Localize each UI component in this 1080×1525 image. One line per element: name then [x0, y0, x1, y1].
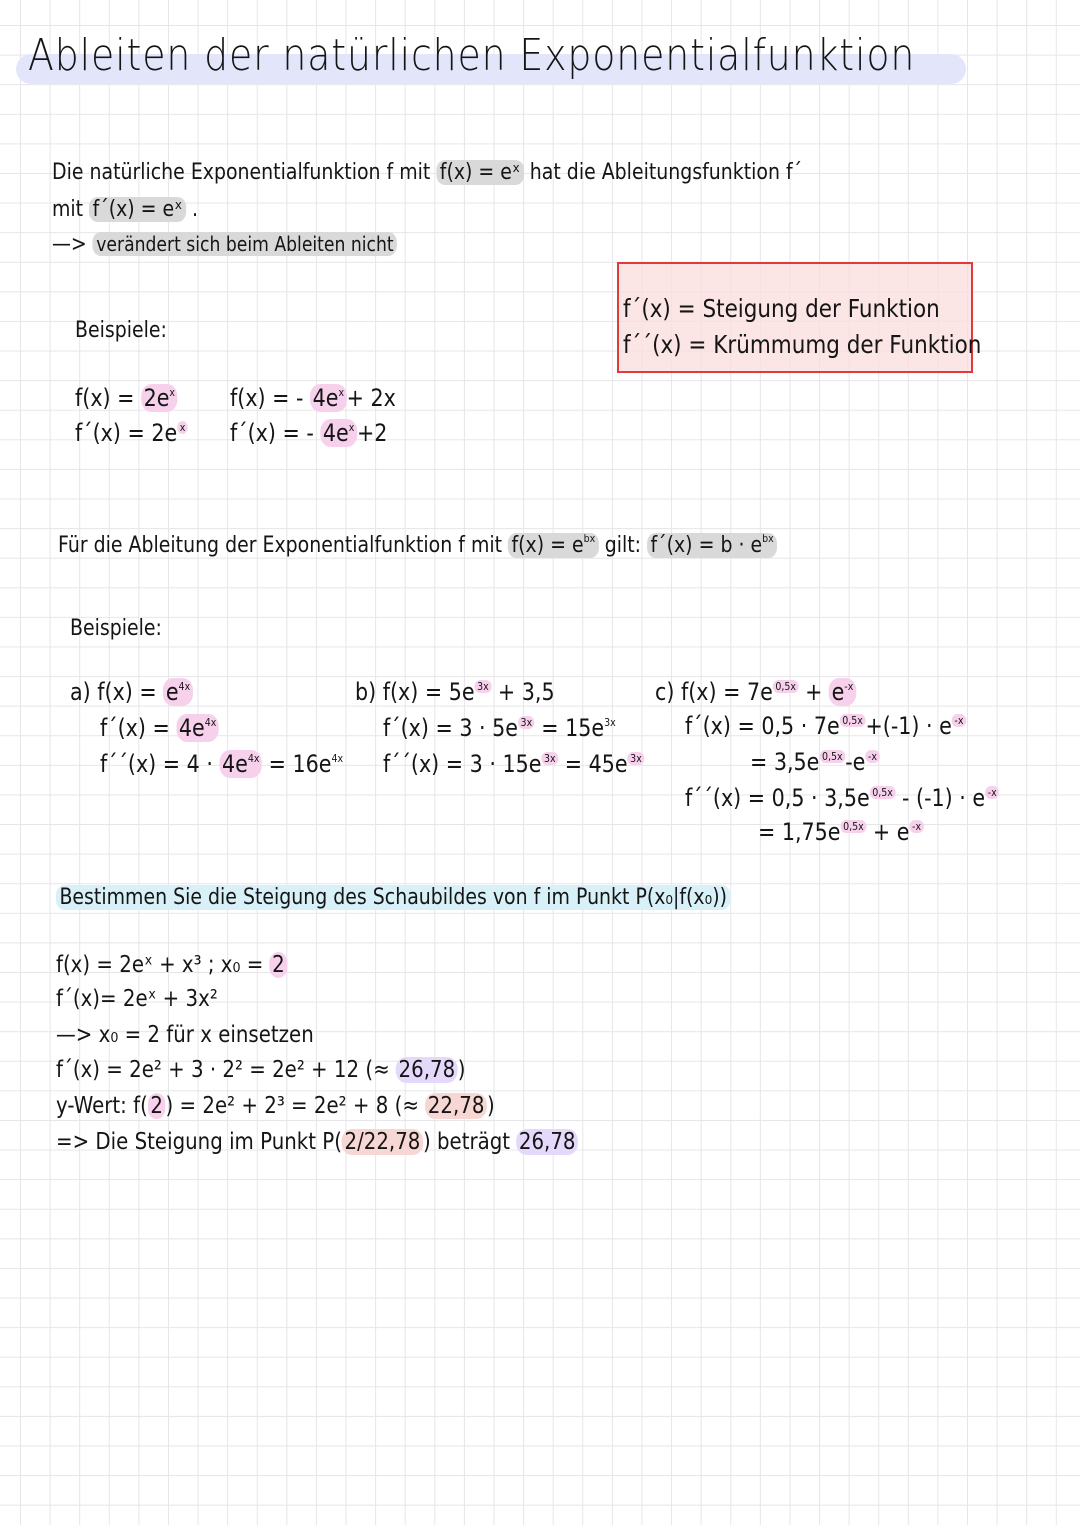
- exponent: 0,5x: [773, 680, 799, 693]
- example-c-line-4: [685, 784, 999, 812]
- examples-heading-2: Beispiele:: [70, 616, 162, 641]
- highlight-term: [310, 384, 347, 412]
- task-line-6: [56, 1129, 578, 1155]
- formula-part: c) f(x) = 7e: [655, 678, 773, 706]
- highlight-y-value: 22,78: [425, 1093, 487, 1119]
- task-line-2: f´(x)= 2eˣ + 3x²: [56, 986, 218, 1012]
- formula-part: a) f(x) =: [70, 678, 164, 706]
- formula-part: f´(x) = -: [230, 419, 321, 447]
- formula-part: => Die Steigung im Punkt P(: [56, 1129, 342, 1155]
- formula-part: ): [486, 1093, 495, 1119]
- highlight-term: [176, 714, 219, 742]
- formula-part: ) = 2e² + 2³ = 2e² + 8 (≈: [165, 1093, 426, 1119]
- exponent: 0,5x: [870, 786, 896, 799]
- exponent: 4x: [247, 752, 260, 765]
- exponent: 3x: [628, 752, 645, 765]
- rule-ebx: [58, 532, 777, 558]
- formula-ebx: [508, 533, 599, 558]
- example-a-line-1: [70, 678, 193, 706]
- rule-text: Für die Ableitung der Exponentialfunktion f mit: [58, 533, 509, 558]
- highlight-term: [219, 750, 262, 778]
- formula-part: 4e: [178, 714, 205, 742]
- page-title: Ableiten der natürlichen Exponentialfunktion: [28, 30, 916, 81]
- formula-part: f(x) = e: [511, 533, 584, 558]
- exponent: x: [338, 386, 345, 399]
- task-line-5: [56, 1093, 495, 1119]
- example-c-line-5: [758, 818, 924, 846]
- formula-part: f(x) = 2eˣ + x³ ; x₀ =: [56, 952, 270, 978]
- example2-derivative: [230, 419, 387, 447]
- formula-part: f´(x) =: [100, 714, 177, 742]
- formula-part: f´(x) = 3 · 5e: [383, 714, 518, 742]
- highlight-term: [320, 419, 357, 447]
- formula-part: +2: [356, 419, 388, 447]
- exponent: 0,5x: [841, 820, 867, 833]
- exponent: x: [177, 421, 188, 434]
- exponent: x: [348, 421, 355, 434]
- formula-part: = 1,75e: [758, 818, 841, 846]
- example-b-line-1: [355, 678, 555, 706]
- example1-function: [75, 384, 178, 412]
- formula-part: f´(x) = 0,5 · 7e: [685, 712, 840, 740]
- formula-part: 2e: [151, 419, 178, 447]
- task-heading-text: Bestimmen Sie die Steigung des Schaubildes von f im Punkt P(x₀|f(x₀)): [56, 885, 730, 910]
- formula-part: 2e: [143, 384, 170, 412]
- formula-part: 4e: [222, 750, 248, 778]
- formula-part: f(x) =: [75, 384, 142, 412]
- formula-part: + 3,5: [491, 678, 555, 706]
- highlight-slope: 26,78: [396, 1057, 458, 1083]
- exponent: 0,5x: [840, 714, 866, 727]
- task-line-1: [56, 952, 287, 978]
- exponent: -x: [909, 820, 923, 833]
- arrow-icon: —>: [52, 232, 87, 257]
- exponent: x: [169, 386, 176, 399]
- formula-part: = 15e: [534, 714, 605, 742]
- example-a-line-3: [100, 750, 343, 778]
- example-b-line-2: [383, 714, 616, 742]
- exponent: 3x: [475, 680, 492, 693]
- exponent: bx: [762, 532, 774, 545]
- exponent: -x: [865, 750, 879, 763]
- exponent: -x: [985, 786, 999, 799]
- formula-part: +(-1) · e: [865, 712, 952, 740]
- formula-part: b) f(x) = 5e: [355, 678, 475, 706]
- highlight-term: [829, 678, 856, 706]
- formula-part: + 2x: [346, 384, 396, 412]
- formula-part: e: [165, 678, 179, 706]
- highlight-term: [163, 678, 192, 706]
- exponent: 3x: [541, 752, 558, 765]
- formula-part: -e: [845, 748, 866, 776]
- examples-heading-1: Beispiele:: [75, 318, 167, 343]
- definition-box: [617, 262, 982, 373]
- formula-part: ) beträgt: [422, 1129, 517, 1155]
- task-line-3: —> x₀ = 2 für x einsetzen: [56, 1022, 314, 1048]
- exponent: -x: [844, 680, 854, 693]
- formula-part: +: [798, 678, 830, 706]
- formula-part: f´´(x) = 4 ·: [100, 750, 220, 778]
- intro-note: verändert sich beim Ableiten nicht: [93, 232, 397, 256]
- task-line-4: [56, 1057, 465, 1083]
- exponent: -x: [952, 714, 966, 727]
- formula-part: = 45e: [558, 750, 628, 778]
- exponent: 4x: [178, 680, 191, 693]
- intro-line-3: [52, 232, 397, 257]
- exponent: 3x: [604, 716, 616, 729]
- rule-text: gilt:: [598, 533, 648, 558]
- formula-part: = 16e: [262, 750, 332, 778]
- highlight-x-value: 2: [148, 1093, 166, 1119]
- formula-ex: f(x) = eˣ: [436, 160, 523, 185]
- example1-derivative: [75, 419, 188, 447]
- example2-function: [230, 384, 396, 412]
- highlight-x0: 2: [270, 952, 288, 978]
- intro-text-rest: hat die Ableitungsfunktion f´: [523, 160, 803, 185]
- formula-part: y-Wert: f(: [56, 1093, 148, 1119]
- exponent: 4x: [331, 752, 344, 765]
- formula-part: f´(x) = 2e² + 3 · 2² = 2e² + 12 (≈: [56, 1057, 396, 1083]
- formula-derivative-ebx: [647, 533, 777, 558]
- highlight-result: 26,78: [516, 1129, 578, 1155]
- intro-text: Die natürliche Exponentialfunktion f mit: [52, 160, 437, 185]
- formula-part: 4e: [322, 419, 349, 447]
- formula-part: + e: [866, 818, 910, 846]
- intro-text-rest: .: [186, 197, 199, 222]
- formula-part: f´´(x) = 3 · 15e: [383, 750, 542, 778]
- example-b-line-3: [383, 750, 644, 778]
- exponent: 0,5x: [819, 750, 845, 763]
- example-a-line-2: [100, 714, 219, 742]
- formula-part: f´(x) =: [75, 419, 152, 447]
- formula-part: 4e: [312, 384, 339, 412]
- formula-part: = 3,5e: [750, 748, 820, 776]
- formula-part: ): [457, 1057, 466, 1083]
- intro-line-2: [52, 197, 198, 222]
- formula-part: e: [831, 678, 845, 706]
- intro-text: mit: [52, 197, 90, 222]
- formula-part: f´(x) = b · e: [650, 533, 763, 558]
- formula-part: f´´(x) = 0,5 · 3,5e: [685, 784, 870, 812]
- formula-part: - (-1) · e: [895, 784, 986, 812]
- highlight-term: [141, 384, 178, 412]
- definition-curvature: f´´(x) = Krümmumg der Funktion: [623, 330, 982, 359]
- example-c-line-1: [655, 678, 856, 706]
- exponent: 3x: [518, 716, 535, 729]
- exponent: 4x: [204, 716, 217, 729]
- exponent: bx: [583, 532, 596, 545]
- example-c-line-3: [750, 748, 880, 776]
- formula-part: f(x) = -: [230, 384, 311, 412]
- intro-line-1: [52, 160, 802, 185]
- example-c-line-2: [685, 712, 966, 740]
- highlight-point: 2/22,78: [342, 1129, 423, 1155]
- formula-derivative-ex: f´(x) = eˣ: [89, 197, 186, 222]
- task-heading: [56, 885, 730, 910]
- definition-slope: f´(x) = Steigung der Funktion: [623, 294, 940, 323]
